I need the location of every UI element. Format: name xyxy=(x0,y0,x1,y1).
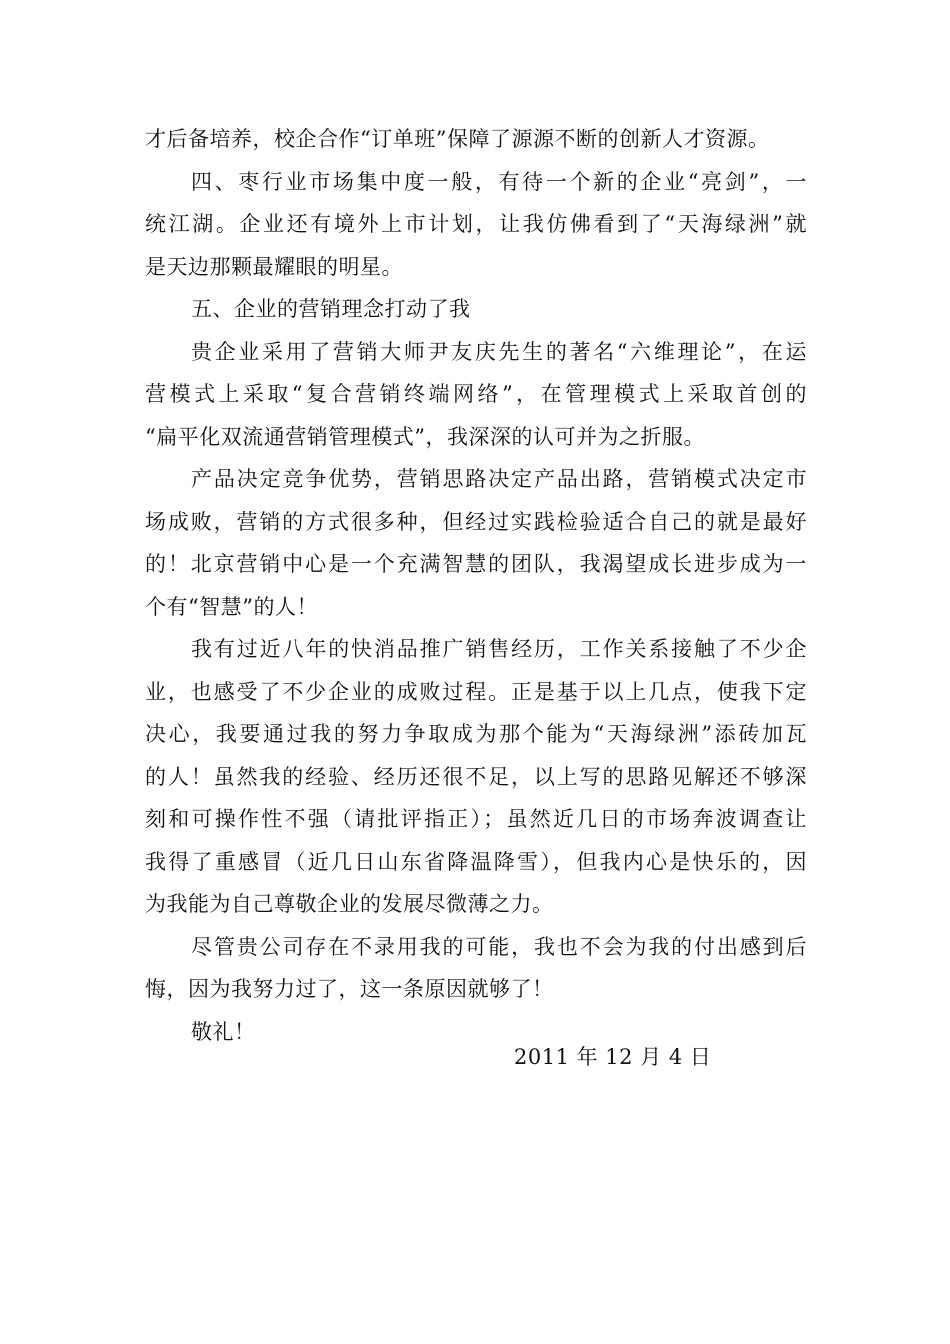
paragraph-6-line-7: 为我能为自己尊敬企业的发展尽微薄之力。 xyxy=(145,892,554,916)
paragraph-4-line-2: 营模式上采取“复合营销终端网络”，在管理模式上采取首创的 xyxy=(145,382,807,406)
paragraph-5-line-3: 的！北京营销中心是一个充满智慧的团队，我渴望成长进步成为一 xyxy=(145,552,807,576)
paragraph-5-line-1: 产品决定竞争优势，营销思路决定产品出路，营销模式决定市 xyxy=(191,467,807,491)
paragraph-2-line-3: 是天边那颗最耀眼的明星。 xyxy=(145,254,403,279)
paragraph-6-line-2: 业，也感受了不少企业的成败过程。正是基于以上几点，使我下定 xyxy=(145,679,807,704)
paragraph-2-line-1: 四、枣行业市场集中度一般，有待一个新的企业“亮剑”，一 xyxy=(191,169,807,194)
paragraph-3-line-1: 五、企业的营销理念打动了我 xyxy=(191,297,471,321)
paragraph-8-line-1: 敬礼！ xyxy=(191,1019,256,1044)
paragraph-6-line-3: 决心，我要通过我的努力争取成为那个能为“天海绿洲”添砖加瓦 xyxy=(145,722,807,746)
paragraph-6-line-4: 的人！虽然我的经验、经历还很不足，以上写的思路见解还不够深 xyxy=(145,764,807,789)
paragraph-4-line-3: “扁平化双流通营销管理模式”，我深深的认可并为之折服。 xyxy=(145,424,705,449)
paragraph-5-line-4: 个有“智慧”的人！ xyxy=(145,594,318,619)
paragraph-6-line-6: 我得了重感冒（近几日山东省降温降雪），但我内心是快乐的，因 xyxy=(145,849,807,874)
letter-body xyxy=(145,118,807,1053)
paragraph-6-line-5: 刻和可操作性不强（请批评指正）；虽然近几日的市场奔波调查让 xyxy=(145,807,807,831)
paragraph-7-line-2: 悔，因为我努力过了，这一条原因就够了！ xyxy=(145,977,554,1001)
paragraph-2-line-2: 统江湖。企业还有境外上市计划，让我仿佛看到了“天海绿洲”就 xyxy=(145,212,807,236)
paragraph-5-line-2: 场成败，营销的方式很多种，但经过实践检验适合自己的就是最好 xyxy=(145,509,807,534)
paragraph-1-line-1: 才后备培养，校企合作“订单班”保障了源源不断的创新人才资源。 xyxy=(145,127,770,151)
paragraph-4-line-1: 贵企业采用了营销大师尹友庆先生的著名“六维理论”，在运 xyxy=(191,339,807,364)
letter-date: 2011 年 12 月 4 日 xyxy=(514,1045,712,1069)
paragraph-7-line-1: 尽管贵公司存在不录用我的可能，我也不会为我的付出感到后 xyxy=(191,934,807,959)
paragraph-6-line-1: 我有过近八年的快消品推广销售经历，工作关系接触了不少企 xyxy=(191,637,807,661)
